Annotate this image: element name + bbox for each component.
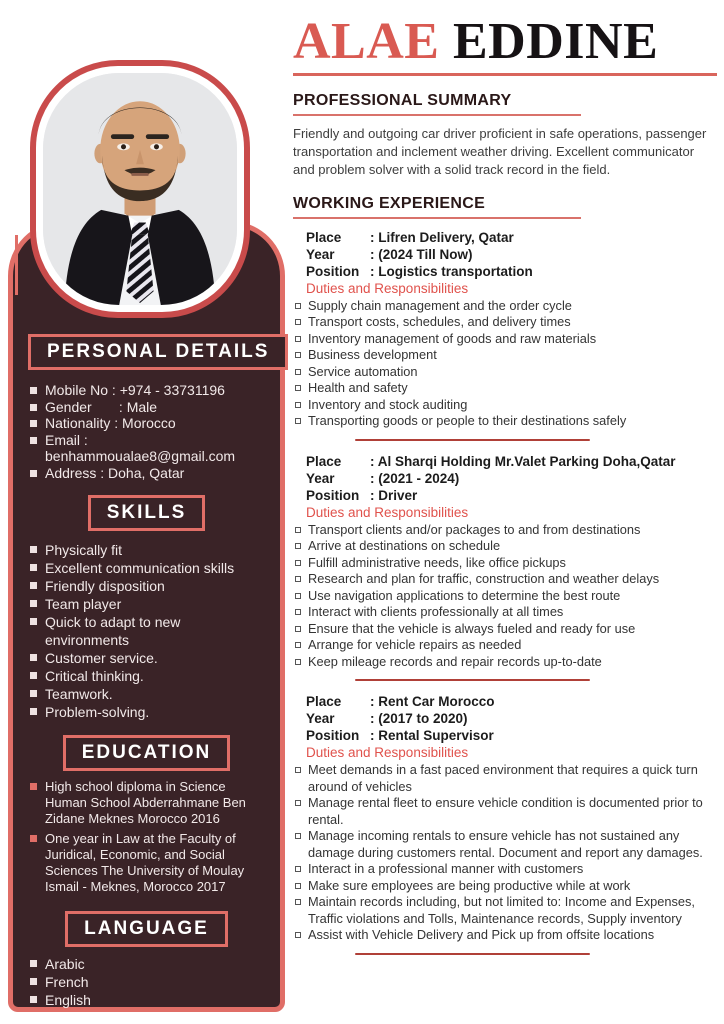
skill-item <box>30 703 265 721</box>
language-item <box>30 955 265 973</box>
portrait-illustration <box>43 73 237 305</box>
duty-text: Transporting goods or people to their destinations safely <box>308 413 627 429</box>
jobs-list <box>293 229 717 955</box>
duty-text: Assist with Vehicle Delivery and Pick up from offsite locations <box>308 927 655 943</box>
skill-item <box>30 685 265 703</box>
job-header-row <box>293 693 717 710</box>
duty-text: Transport clients and/or packages to and from destinations <box>308 521 641 537</box>
duty-text: Transport costs, schedules, and delivery times <box>308 314 571 330</box>
duties-list <box>295 298 717 430</box>
duty-item <box>295 347 717 364</box>
job-row-value: : Driver <box>370 487 417 504</box>
job-row-value: : Logistics transportation <box>370 263 533 280</box>
personal-detail-item <box>30 399 265 416</box>
job-header-row <box>293 453 717 470</box>
duties-label: Duties and Responsibilities <box>306 745 469 761</box>
square-bullet-icon <box>30 600 37 607</box>
open-square-bullet-icon <box>295 593 301 599</box>
profile-photo <box>43 73 237 305</box>
square-bullet-icon <box>30 690 37 697</box>
education-item <box>30 831 265 895</box>
education-timeline <box>15 235 18 295</box>
education-header <box>63 735 231 771</box>
duty-text: Use navigation applications to determine the best route <box>308 587 621 603</box>
working-experience-underline <box>293 217 581 219</box>
job-entry <box>293 229 717 441</box>
job-row-value: : (2017 to 2020) <box>370 710 468 727</box>
skill-text: Critical thinking. <box>45 668 144 684</box>
duty-item <box>295 795 717 828</box>
job-row-label: Position <box>306 728 360 744</box>
job-row-value: : Al Sharqi Holding Mr.Valet Parking Doha,Qatar <box>370 453 676 470</box>
open-square-bullet-icon <box>295 319 301 325</box>
language-item <box>30 991 265 1009</box>
open-square-bullet-icon <box>295 303 301 309</box>
job-header-row <box>293 246 717 263</box>
job-header-rows <box>293 453 717 504</box>
personal-detail-item <box>30 415 265 432</box>
job-row-label: Place <box>306 694 342 710</box>
open-square-bullet-icon <box>295 659 301 665</box>
sidebar-panel <box>8 221 285 1012</box>
open-square-bullet-icon <box>295 609 301 615</box>
language-list <box>30 955 265 1009</box>
open-square-bullet-icon <box>295 800 301 806</box>
duty-item <box>295 828 717 861</box>
duty-item <box>295 762 717 795</box>
page-title <box>293 12 717 72</box>
job-header-row <box>293 727 717 744</box>
personal-detail-item <box>30 432 265 465</box>
square-bullet-icon <box>30 546 37 553</box>
skill-text: Teamwork. <box>45 686 113 702</box>
duty-text: Interact with clients professionally at all times <box>308 604 564 620</box>
duty-text: Inventory and stock auditing <box>308 396 468 412</box>
duty-text: Manage incoming rentals to ensure vehicle has not sustained any damage during customers rental. Document and report any damages. <box>308 828 703 860</box>
skill-text: Physically fit <box>45 542 123 558</box>
duty-text: Fulfill administrative needs, like office pickups <box>308 554 566 570</box>
job-header-row <box>293 263 717 280</box>
duty-text: Interact in a professional manner with customers <box>308 861 584 877</box>
professional-summary-underline <box>293 114 581 116</box>
square-bullet-icon <box>30 437 37 444</box>
duty-item <box>295 894 717 927</box>
duty-text: Maintain records including, but not limited to: Income and Expenses, Traffic violations and Tolls, Maintenance records, Supply inventory <box>308 894 695 926</box>
personal-detail-text: Address : Doha, Qatar <box>45 464 185 481</box>
duty-item <box>295 654 717 671</box>
job-header-row <box>293 229 717 246</box>
open-square-bullet-icon <box>295 833 301 839</box>
duties-list <box>295 762 717 944</box>
skills-title: SKILLS <box>106 502 187 523</box>
skill-item <box>30 577 265 595</box>
skill-item <box>30 559 265 577</box>
last-name: EDDINE <box>452 13 659 70</box>
education-text: High school diploma in Science Human School Abderrahmane Ben Zidane Meknes Morocco 2016 <box>45 779 246 826</box>
open-square-bullet-icon <box>295 866 301 872</box>
profile-photo-frame <box>30 60 250 318</box>
job-row-value: : (2024 Till Now) <box>370 246 473 263</box>
square-bullet-icon <box>30 708 37 715</box>
working-experience-title: WORKING EXPERIENCE <box>293 194 486 212</box>
skill-item <box>30 613 265 649</box>
square-bullet-icon <box>30 420 37 427</box>
job-row-value: : Rent Car Morocco <box>370 693 495 710</box>
duties-list <box>295 522 717 671</box>
job-row-label: Year <box>306 711 335 727</box>
duty-item <box>295 298 717 315</box>
duty-item <box>295 538 717 555</box>
personal-details-list <box>30 382 265 481</box>
duty-text: Arrive at destinations on schedule <box>308 538 501 554</box>
duty-item <box>295 621 717 638</box>
main-column <box>293 0 717 967</box>
duty-item <box>295 878 717 895</box>
duty-item <box>295 927 717 944</box>
personal-detail-item <box>30 465 265 482</box>
job-row-label: Place <box>306 453 342 469</box>
square-bullet-icon <box>30 470 37 477</box>
square-bullet-icon <box>30 654 37 661</box>
square-bullet-icon <box>30 835 37 842</box>
duty-text: Meet demands in a fast paced environment that requires a quick turn around of vehicles <box>308 762 698 794</box>
skill-item <box>30 649 265 667</box>
open-square-bullet-icon <box>295 352 301 358</box>
skills-list <box>30 541 265 721</box>
skills-header <box>88 495 206 531</box>
duty-item <box>295 380 717 397</box>
job-row-label: Year <box>306 470 335 486</box>
skill-text: Customer service. <box>45 650 158 666</box>
open-square-bullet-icon <box>295 626 301 632</box>
open-square-bullet-icon <box>295 385 301 391</box>
professional-summary-title: PROFESSIONAL SUMMARY <box>293 91 512 109</box>
square-bullet-icon <box>30 582 37 589</box>
job-row-label: Place <box>306 229 342 245</box>
duty-text: Make sure employees are being productive while at work <box>308 877 631 893</box>
duty-item <box>295 637 717 654</box>
duty-text: Manage rental fleet to ensure vehicle condition is documented prior to rental. <box>308 795 703 827</box>
duty-item <box>295 588 717 605</box>
skill-item <box>30 541 265 559</box>
job-row-label: Position <box>306 263 360 279</box>
square-bullet-icon <box>30 564 37 571</box>
duty-text: Business development <box>308 347 437 363</box>
job-row-value: : Lifren Delivery, Qatar <box>370 229 514 246</box>
open-square-bullet-icon <box>295 560 301 566</box>
language-text: English <box>45 992 91 1008</box>
language-header <box>65 911 228 947</box>
personal-detail-text: Mobile No : +974 - 33731196 <box>45 382 225 398</box>
language-text: Arabic <box>45 956 85 972</box>
job-header-row <box>293 470 717 487</box>
skill-text: Quick to adapt to new environments <box>45 614 185 648</box>
skill-text: Team player <box>45 596 122 612</box>
duty-item <box>295 413 717 430</box>
job-entry <box>293 453 717 682</box>
duty-item <box>295 331 717 348</box>
language-title: LANGUAGE <box>84 918 209 939</box>
personal-details-header <box>28 334 288 370</box>
square-bullet-icon <box>30 387 37 394</box>
duty-text: Inventory management of goods and raw materials <box>308 330 597 346</box>
duty-text: Arrange for vehicle repairs as needed <box>308 637 522 653</box>
square-bullet-icon <box>30 618 37 625</box>
skill-text: Problem-solving. <box>45 704 150 720</box>
duty-item <box>295 364 717 381</box>
open-square-bullet-icon <box>295 402 301 408</box>
job-header-row <box>293 710 717 727</box>
open-square-bullet-icon <box>295 576 301 582</box>
education-list <box>30 779 265 895</box>
language-item <box>30 973 265 991</box>
square-bullet-icon <box>30 672 37 679</box>
open-square-bullet-icon <box>295 899 301 905</box>
name-underline <box>293 73 717 76</box>
duty-text: Keep mileage records and repair records up-to-date <box>308 653 602 669</box>
open-square-bullet-icon <box>295 369 301 375</box>
job-row-label: Position <box>306 487 360 503</box>
square-bullet-icon <box>30 996 37 1003</box>
professional-summary-text: Friendly and outgoing car driver proficient in safe operations, passenger transportation and inclement weather driving. Excellent communicator and problem solver with a solid track record in the field. <box>293 125 707 177</box>
skill-item <box>30 667 265 685</box>
skill-text: Excellent communication skills <box>45 560 235 576</box>
duty-item <box>295 604 717 621</box>
duty-item <box>295 571 717 588</box>
first-name: ALAE <box>293 13 440 70</box>
job-divider <box>355 439 590 441</box>
language-text: French <box>45 974 89 990</box>
job-header-rows <box>293 229 717 280</box>
education-title: EDUCATION <box>81 742 212 763</box>
job-header-row <box>293 487 717 504</box>
education-item <box>30 779 265 827</box>
job-row-value: : Rental Supervisor <box>370 727 494 744</box>
duty-item <box>295 522 717 539</box>
duty-text: Research and plan for traffic, construction and weather delays <box>308 571 660 587</box>
open-square-bullet-icon <box>295 767 301 773</box>
personal-detail-text: Email : benhammoualae8@gmail.com <box>45 431 236 464</box>
skill-item <box>30 595 265 613</box>
personal-detail-text: Gender : Male <box>45 398 158 415</box>
duty-text: Ensure that the vehicle is always fueled and ready for use <box>308 620 636 636</box>
personal-details-title: PERSONAL DETAILS <box>47 341 270 362</box>
duties-label: Duties and Responsibilities <box>306 280 469 296</box>
education-text: One year in Law at the Faculty of Juridical, Economic, and Social Sciences The University of Moulay Ismail - Meknes, Morocco 2017 <box>45 831 245 894</box>
duty-item <box>295 314 717 331</box>
square-bullet-icon <box>30 960 37 967</box>
personal-detail-item <box>30 382 265 399</box>
square-bullet-icon <box>30 404 37 411</box>
open-square-bullet-icon <box>295 883 301 889</box>
personal-detail-text: Nationality : Morocco <box>45 415 176 431</box>
duty-item <box>295 861 717 878</box>
skill-text: Friendly disposition <box>45 578 165 594</box>
job-header-rows <box>293 693 717 744</box>
duty-item <box>295 397 717 414</box>
job-row-label: Year <box>306 246 335 262</box>
square-bullet-icon <box>30 978 37 985</box>
job-row-value: : (2021 - 2024) <box>370 470 459 487</box>
duty-item <box>295 555 717 572</box>
open-square-bullet-icon <box>295 543 301 549</box>
duty-text: Service automation <box>308 363 418 379</box>
duty-text: Health and safety <box>308 380 408 396</box>
open-square-bullet-icon <box>295 418 301 424</box>
square-bullet-icon <box>30 783 37 790</box>
job-divider <box>355 953 590 955</box>
open-square-bullet-icon <box>295 336 301 342</box>
open-square-bullet-icon <box>295 932 301 938</box>
duties-label: Duties and Responsibilities <box>306 504 469 520</box>
open-square-bullet-icon <box>295 642 301 648</box>
duty-text: Supply chain management and the order cycle <box>308 297 572 313</box>
open-square-bullet-icon <box>295 527 301 533</box>
job-divider <box>355 679 590 681</box>
job-entry <box>293 693 717 955</box>
